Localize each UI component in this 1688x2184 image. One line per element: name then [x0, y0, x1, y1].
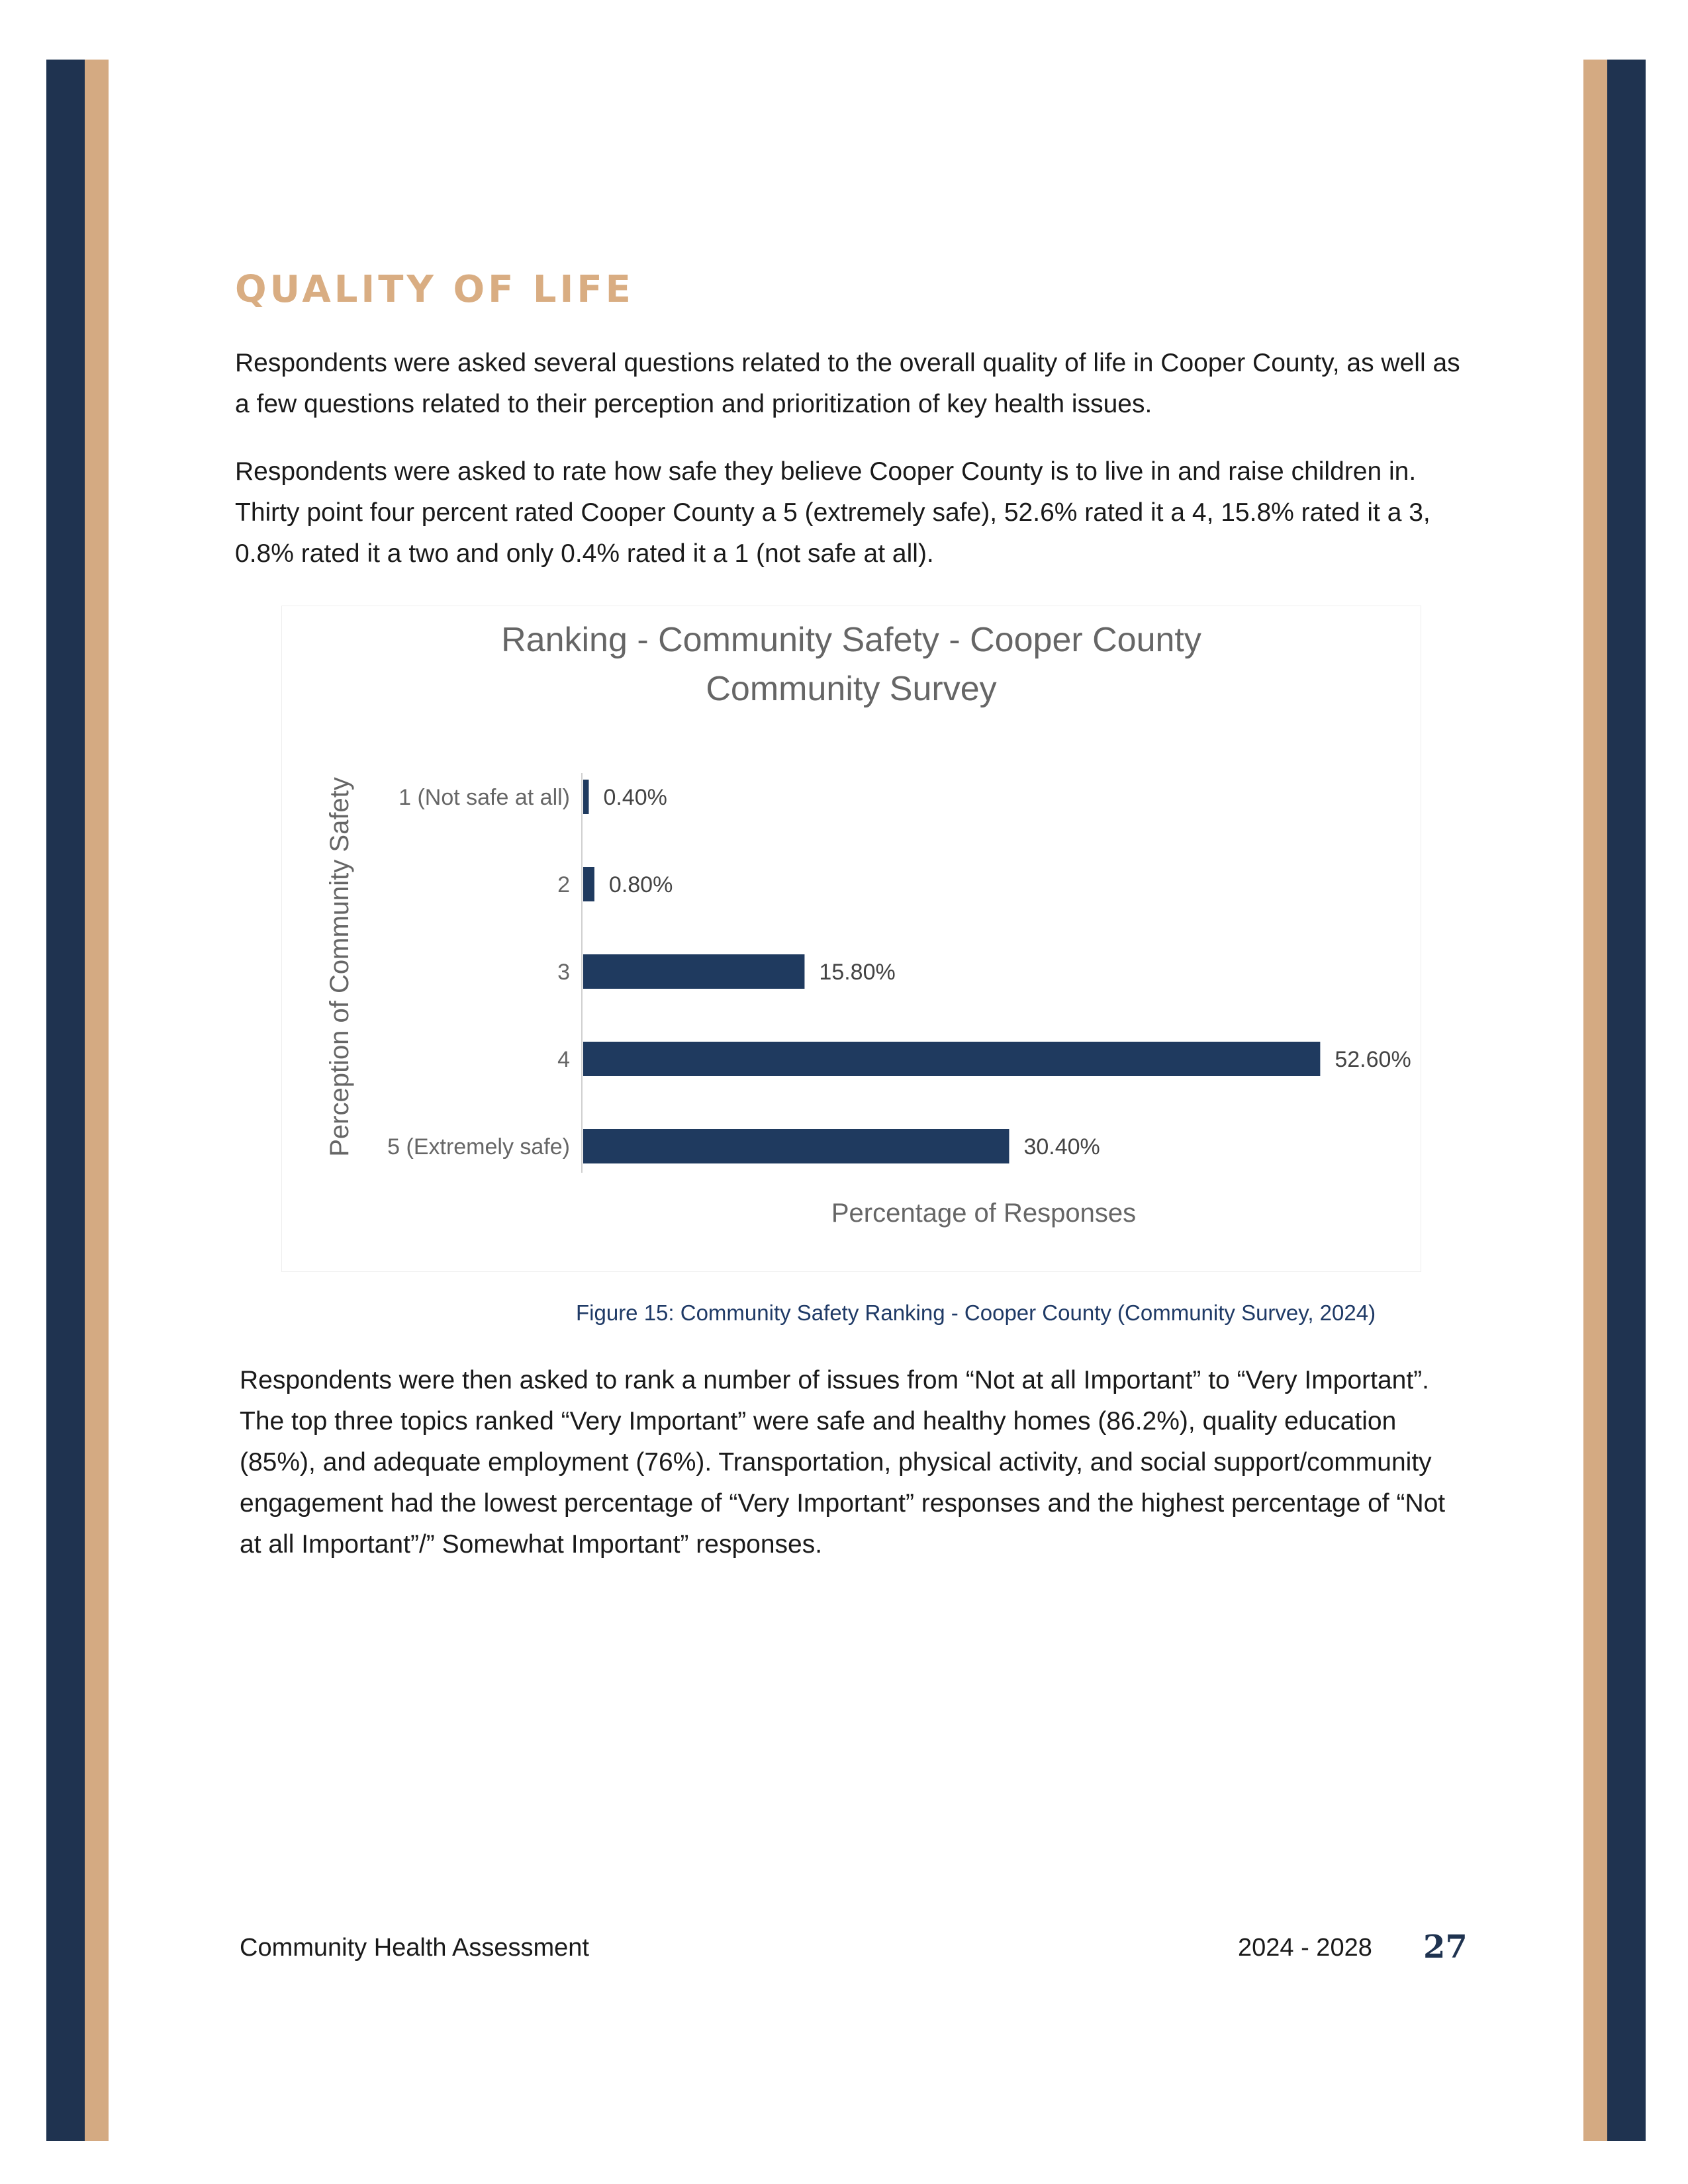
right-navy-stripe — [1607, 60, 1646, 2141]
left-navy-stripe — [46, 60, 85, 2141]
category-label-1: 1 (Not safe at all) — [399, 785, 570, 810]
bar-1 — [583, 780, 588, 814]
x-axis-title: Percentage of Responses — [831, 1199, 1137, 1228]
bar-4 — [583, 1042, 1320, 1076]
data-label-1: 0.40% — [603, 785, 667, 810]
category-label-5: 5 (Extremely safe) — [387, 1134, 570, 1160]
bar-3 — [583, 954, 804, 989]
data-label-2: 0.80% — [608, 872, 673, 897]
footer-title: Community Health Assessment — [240, 1934, 589, 1962]
data-label-3: 15.80% — [819, 960, 896, 985]
safety-chart — [281, 606, 1421, 1272]
section-heading: QUALITY OF LIFE — [235, 268, 634, 311]
left-tan-stripe — [85, 60, 109, 2141]
page-number: 27 — [1423, 1929, 1468, 1966]
safety-chart-svg — [282, 606, 1421, 1271]
category-label-4: 4 — [557, 1047, 570, 1072]
safety-paragraph: Respondents were asked to rate how safe they believe Cooper County is to live in and raise children in. Thirty point four percent rated Cooper County a 5 (extremely safe), 52.6% rated it a 4, 15.8% rated it a 3, 0.8% rated it a two and only 0.4% rated it a 1 (not safe at all). — [235, 457, 1430, 568]
data-label-4: 52.60% — [1335, 1047, 1411, 1072]
y-axis-title: Perception of Community Safety — [325, 777, 354, 1157]
chart-title-line-2: Community Survey — [706, 670, 997, 708]
issues-paragraph: Respondents were then asked to rank a number of issues from “Not at all Important” to “Very Important”. The top three topics ranked “Very Important” were safe and healthy homes (86.2%), quality education (85%), and adequate employment (76%). Transportation, physical activity, and social support/community engagement had the lowest percentage of “Very Important” responses and the highest percentage of “Not at all Important”/” Somewhat Important” responses. — [240, 1366, 1446, 1559]
intro-paragraph: Respondents were asked several questions related to the overall quality of life in Cooper County, as well as a few questions related to their perception and prioritization of key health issues. — [235, 349, 1460, 418]
right-tan-stripe — [1583, 60, 1607, 2141]
data-label-5: 30.40% — [1023, 1134, 1100, 1160]
chart-title-line-1: Ranking - Community Safety - Cooper County — [501, 621, 1201, 659]
category-label-2: 2 — [557, 872, 570, 897]
category-label-3: 3 — [557, 960, 570, 985]
bar-5 — [583, 1129, 1009, 1163]
figure-caption: Figure 15: Community Safety Ranking - Cooper County (Community Survey, 2024) — [576, 1300, 1376, 1325]
footer-years: 2024 - 2028 — [1238, 1934, 1372, 1962]
bar-2 — [583, 867, 594, 901]
